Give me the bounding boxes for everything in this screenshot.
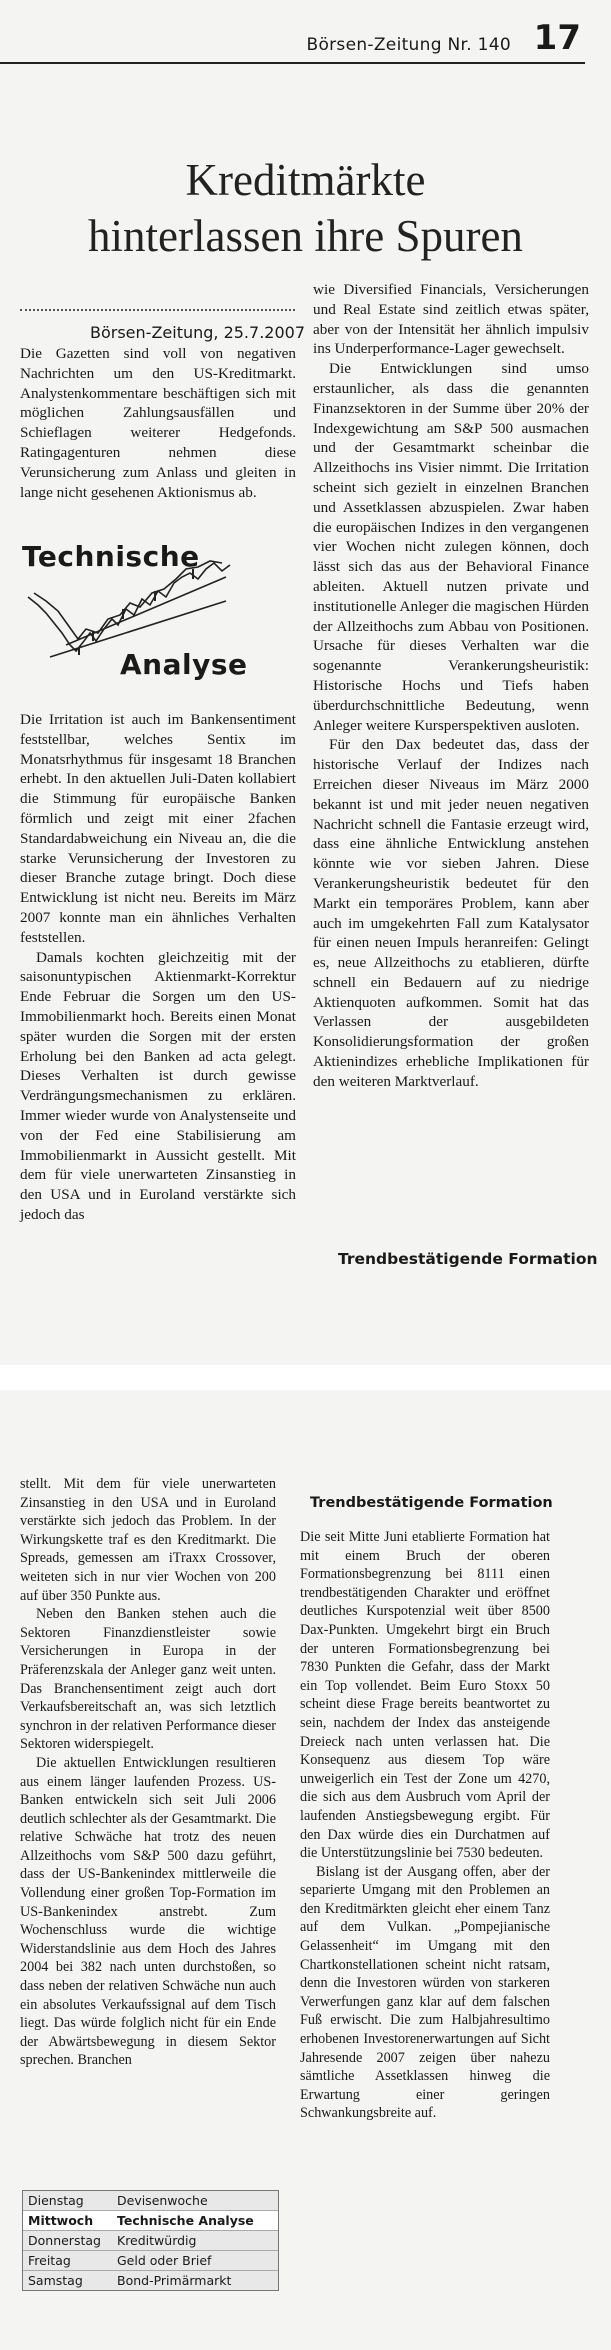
col1-paragraph-2: Damals kochten gleichzeitig mit der saisonuntypischen Aktienmarkt-Korrektur Ende Februar die Sorgen um den US-Immobilienmarkt hoch. Bereits einen Monat später wurden die Sorgen mit der ersten Erholung bei den Banken ad acta gelegt. Dieses Verhalten ist durch gewisse Verdrängungsmechanismen zu erklären. Immer wieder wurde von Analystenseite und von der Fed eine Stabilisierung am Immobilienmarkt in Aussicht gestellt. Mit dem für viele unerwarteten Zinsanstieg in den USA und in Euroland verstärkte sich jedoch das: [20, 948, 296, 1223]
intro-paragraph: Die Gazetten sind voll von negativen Nachrichten um den US-Kreditmarkt. Analystenkommentare beschäftigen sich mit möglichen Zahlungsausfällen und Schieflagen weiterer Hedgefonds. Ratingagenturen nehmen diese Verunsicherung zum Anlass und gleiten in lange nicht gesehenen Aktionismus ab.: [20, 345, 296, 501]
headline: [0, 152, 611, 264]
col3-paragraph-2: Neben den Banken stehen auch die Sektoren Finanzdienstleister sowie Versicherungen in Europa in der Präferenzskala der Anleger ganz weit unten. Das Branchensentiment zeigt auch dort Verkaufsbereitschaft an, was sich letztlich synchron in der relativen Performance dieser Sektoren widerspiegelt.: [20, 1606, 276, 1753]
paper-name: Börsen-Zeitung Nr. 140: [306, 35, 511, 55]
column-4: [300, 1528, 550, 2123]
col2-subheading: Trendbestätigende Formation: [338, 1250, 598, 1268]
schedule-topic: Technische Analyse: [117, 2213, 254, 2228]
header-rule: [0, 62, 585, 64]
schedule-topic: Bond-Primärmarkt: [117, 2273, 232, 2288]
schedule-day: Freitag: [28, 2253, 71, 2268]
schedule-row: [23, 2191, 278, 2211]
schedule-row-current: [23, 2211, 278, 2231]
dotted-rule-left: [20, 309, 295, 311]
col4-paragraph-1: Die seit Mitte Juni etablierte Formation hat mit einem Bruch der oberen Formationsbegrenzung bei 8111 einen trendbestätigenden Charakter und eröffnet deutliches Kurspotenzial weit über 8500 Dax-Punkten. Umgekehrt birgt ein Bruch der unteren Formationsbegrenzung bei 7830 Punkten die Gefahr, dass der Markt ein Top vollendet. Beim Euro Stoxx 50 scheint diese Frage bereits beantwortet zu sein, nachdem der Index das ansteigende Dreieck nach unten verlassen hat. Die Konsequenz aus diesem Top wäre unweigerlich ein Test der Zone um 4270, die sich aus dem Ausbruch vom April der laufenden Anstiegsbewegung ergibt. Für den Dax würde dies ein Durchatmen auf die Unterstützungslinie bei 7530 bedeuten.: [300, 1529, 550, 1862]
schedule-row: [23, 2271, 278, 2290]
col2-paragraph-1: Die Entwicklungen sind umso erstaunlicher, als dass die genannten Finanzsektoren in der Summe über 20% der Indexgewichtung am S&P 500 ausmachen und der Gesamtmarkt scheinbar die Allzeithochs ins Visier nimmt. Die Irritation scheint sich gezielt in einzelnen Branchen und Assetklassen abzuspielen. Zwar haben die europäischen Indizes in den vergangenen vier Wochen nicht zulegen können, doch lässt sich das aus der Behavioral Finance ableiten. Aktuell nutzen private und institutionelle Anleger die magischen Hürden der Allzeithochs zum Abbau von Positionen. Ursache für dieses Verhalten war die sogenannte Verankerungsheuristik: Historische Hochs und Tiefs haben überdurchschnittliche Bedeutung, wenn Anleger weitere Kursperspektiven ausloten.: [313, 360, 589, 734]
column-2: [313, 280, 589, 1092]
page-gap: [0, 1365, 611, 1390]
schedule-day: Mittwoch: [28, 2213, 94, 2228]
column-1-intro: [20, 344, 296, 502]
dateline: Börsen-Zeitung, 25.7.2007: [90, 323, 305, 342]
column-1-body: [20, 710, 296, 1225]
headline-line-1: Kreditmärkte: [185, 155, 426, 205]
schedule-topic: Kreditwürdig: [117, 2233, 197, 2248]
schedule-row: [23, 2231, 278, 2251]
col2-paragraph-2: Für den Dax bedeutet das, dass der historische Verlauf der Indizes nach Erreichen dieser Niveaus im März 2000 bekannt ist und mit jeder neuen negativen Nachricht schnell die Fantasie erzeugt wird, dass eine ähnliche Entwicklung anstehen könnte wie vor sieben Jahren. Diese Verankerungsheuristik bedeutet für den Markt ein temporäres Problem, kann aber auch im umgekehrten Fall zum Katalysator für einen neuen Impuls heranreifen: Gelingt es, neue Allzeithochs zu etablieren, dürfte schnell ein Bedauern auf zu niedrige Aktienquoten aufkommen. Somit hat das Verlassen der ausgebildeten Konsolidierungsformation der großen Aktienindizes erhebliche Implikationen für den weiteren Marktverlauf.: [313, 736, 589, 1090]
logo-title-bottom: Analyse: [120, 648, 248, 681]
col4-paragraph-2: Bislang ist der Ausgang offen, aber der separierte Umgang mit den Problemen an den Kreditmärkten gleicht eher einem Tanz auf dem Vulkan. „Pompejianische Gelassenheit“ im Umgang mit den Chartkonstellationen scheint nicht ratsam, denn die Investoren würden von starkeren Verwerfungen ganz klar auf dem falschen Fuß erwischt. Die zum Halbjahresultimo erhobenen Investorenerwartungen auf Sicht Jahresende 2007 zeigen über nahezu sämtliche Assetklassen hinweg die Erwartung einer geringen Schwankungsbreite auf.: [300, 1863, 550, 2122]
schedule-day: Donnerstag: [28, 2233, 101, 2248]
schedule-topic: Devisenwoche: [117, 2193, 208, 2208]
col2-paragraph-0: wie Diversified Financials, Versicherungen und Real Estate sind zeitlich etwas später, aber von der Intensität her ähnlich impulsiv ins Underperformance-Lager gewechselt.: [313, 281, 589, 358]
schedule-topic: Geld oder Brief: [117, 2253, 212, 2268]
col4-subheading: Trendbestätigende Formation: [310, 1495, 553, 1511]
logo-title-top: Technische: [22, 540, 200, 573]
schedule-day: Samstag: [28, 2273, 83, 2288]
col3-paragraph-1: stellt. Mit dem für viele unerwarteten Zinsanstieg in den USA und in Euroland verstärkte sich jedoch das Problem. In der Wirkungskette traf es den Kreditmarkt. Die Spreads, gemessen am iTraxx Crossover, weiteten sich in nur vier Wochen von 200 auf über 350 Punkte aus.: [20, 1476, 276, 1604]
schedule-row: [23, 2251, 278, 2271]
weekly-column-schedule: [22, 2190, 279, 2291]
col3-paragraph-3: Die aktuellen Entwicklungen resultieren aus einem länger laufenden Prozess. US-Banken entwickeln sich seit Juli 2006 deutlich schlechter als der Gesamtmarkt. Die relative Schwäche hat trotz des neuen Allzeithochs vom S&P 500 dazu geführt, dass der US-Bankenindex mittlerweile die Vollendung einer großen Top-Formation im US-Bankenindex anstrebt. Zum Wochenschluss wurde die wichtige Widerstandslinie aus dem Hoch des Jahres 2004 bei 382 nach unten durchstoßen, so dass neben der relativen Schwäche nun auch ein absolutes Verkaufssignal auf dem Tisch liegt. Das würde folglich nicht für ein Ende der Abwärtsbewegung in diesem Sektor sprechen. Branchen: [20, 1754, 276, 2069]
column-3: [20, 1475, 276, 2070]
schedule-day: Dienstag: [28, 2193, 84, 2208]
headline-line-2: hinterlassen ihre Spuren: [88, 211, 523, 261]
page-number: 17: [533, 18, 581, 58]
col1-paragraph-1: Die Irritation ist auch im Bankensentiment feststellbar, welches Sentix im Monatsrhythmus für insgesamt 18 Branchen erhebt. In den aktuellen Juli-Daten kollabiert die Stimmung für europäische Banken förmlich und zeigt mit einer 2fachen Standardabweichung ein Niveau an, die die starke Verunsicherung der Investoren zu dieser Branche zutage bringt. Doch diese Entwicklung ist nicht neu. Bereits im März 2007 konnte man ein ähnliches Verhalten feststellen.: [20, 711, 296, 946]
